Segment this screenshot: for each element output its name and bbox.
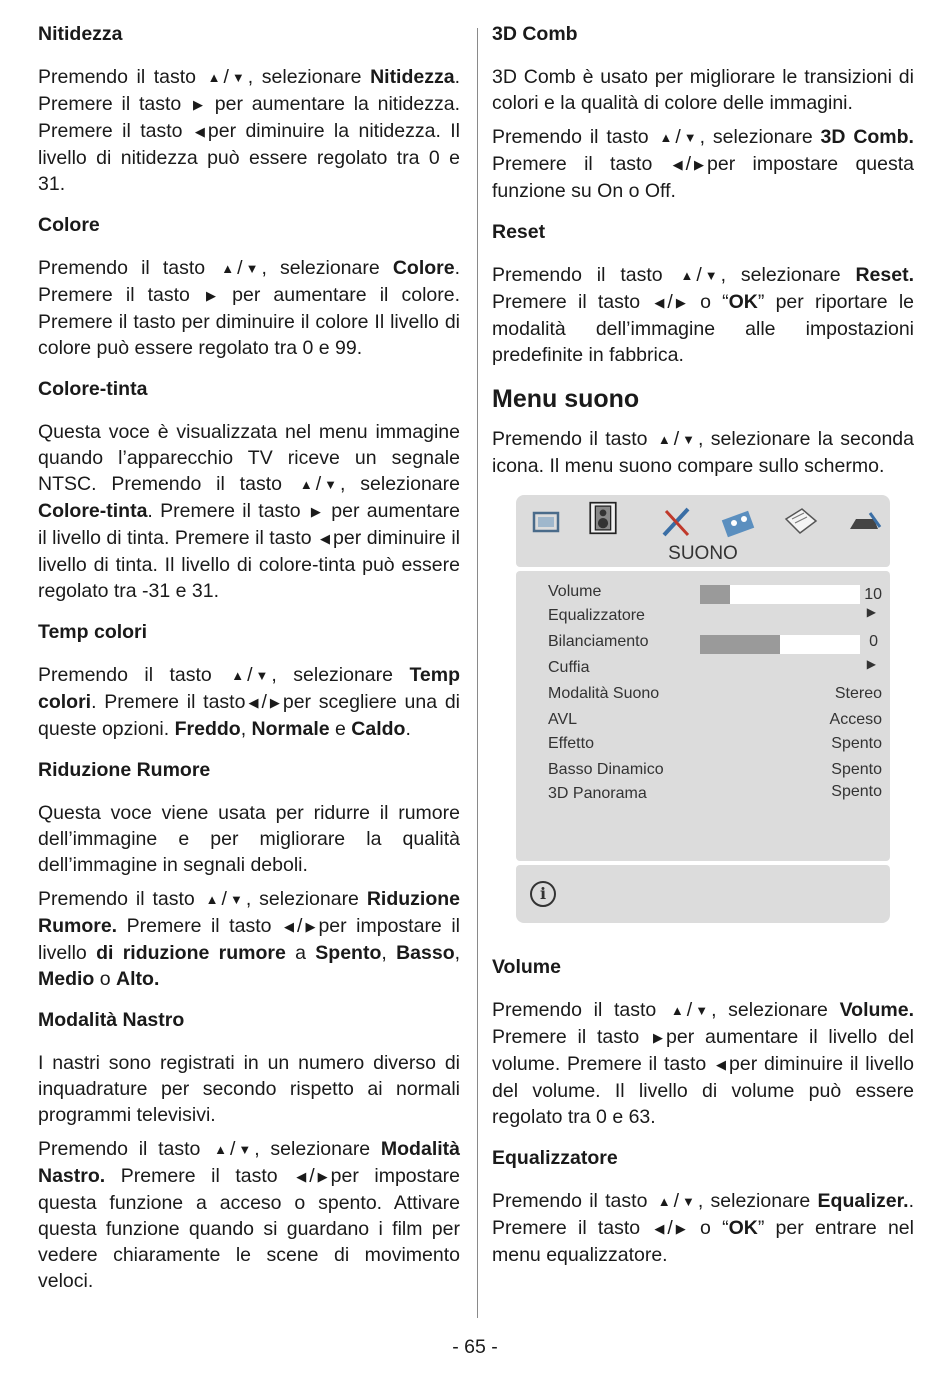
balance-bar[interactable] [700, 635, 860, 654]
right-arrow-icon: ▶ [675, 1221, 686, 1236]
up-arrow-icon: ▲ [207, 70, 221, 85]
up-arrow-icon: ▲ [670, 1003, 684, 1018]
right-arrow-icon: ▶ [310, 504, 321, 519]
down-arrow-icon: ▼ [231, 70, 245, 85]
menu-icon-bar [516, 495, 890, 567]
down-arrow-icon: ▼ [245, 261, 259, 276]
up-arrow-icon: ▲ [221, 261, 235, 276]
balance-bar-fill [700, 635, 780, 654]
paragraph: Premendo il tasto ▲ / ▼ , selezionare Colore. Premere il tasto ▶ per aumentare il colore. Premere il tasto per diminuire il colore Il livello di colore può essere regolato tra 0 e 99. [38, 257, 461, 359]
menu-row-label: AVL [548, 711, 578, 728]
menu-row-3d-panorama[interactable] [548, 785, 882, 807]
menu-row-label: 3D Panorama [548, 785, 647, 802]
menu-row-value: Spento [831, 783, 882, 800]
right-arrow-icon: ▶ [206, 288, 217, 303]
menu-body [516, 571, 890, 861]
menu-row-value: Spento [831, 761, 882, 778]
sound-menu-screenshot [516, 495, 890, 923]
up-arrow-icon: ▲ [214, 1142, 227, 1157]
left-arrow-icon: ◀ [716, 1057, 727, 1072]
right-arrow-icon: ▶ [653, 1030, 664, 1045]
menu-row-bilanciamento[interactable] [548, 633, 882, 655]
paragraph: Premendo il tasto ▲ / ▼ , selezionare Riduzione Rumore. Premere il tasto ◀ / ▶ per impostare il livello di riduzione rumore a Spento, Basso, Medio o Alto. [38, 888, 461, 990]
menu-info-bar [516, 865, 890, 923]
heading-riduzione-rumore: Riduzione Rumore [38, 759, 211, 781]
up-arrow-icon: ▲ [231, 668, 245, 683]
section-3d-comb [492, 20, 914, 204]
down-arrow-icon: ▼ [682, 432, 696, 447]
menu-row-value: 10 [864, 586, 882, 603]
section-temp-colori [38, 618, 460, 742]
paragraph: I nastri sono registrati in un numero diverso di inquadrature per secondo rispetto ai normali programmi televisivi. [38, 1052, 460, 1126]
settings-icon [720, 505, 758, 539]
section-nitidezza [38, 20, 460, 197]
volume-bar-fill [700, 585, 730, 604]
right-column [492, 20, 914, 1282]
down-arrow-icon: ▼ [683, 130, 697, 145]
heading-colore: Colore [38, 214, 100, 236]
paragraph: Premendo il tasto ▲ / ▼ , selezionare Reset. Premere il tasto ◀ / ▶ o “OK” per riportare le modalità dell’immagine alle impostazioni predefinite in fabbrica. [492, 264, 915, 366]
column-divider [477, 28, 478, 1318]
up-arrow-icon: ▲ [657, 432, 671, 447]
paragraph: Premendo il tasto ▲ / ▼ , selezionare la seconda icona. Il menu suono compare sullo schermo. [492, 428, 914, 477]
right-arrow-icon: ▶ [317, 1169, 328, 1184]
page-number: - 65 - [452, 1336, 498, 1358]
down-arrow-icon: ▼ [681, 1194, 695, 1209]
menu-row-equalizzatore[interactable] [548, 607, 882, 629]
paragraph: Premendo il tasto ▲ / ▼ , selezionare Nitidezza. Premere il tasto ▶ per aumentare la nitidezza. Premere il tasto ◀ per diminuire la nitidezza. Il livello di nitidezza può essere regolato tra 0 e 31. [38, 66, 461, 195]
paragraph: 3D Comb è usato per migliorare le transizioni di colori e la qualità di colore delle immagini. [492, 66, 914, 114]
picture-icon [528, 505, 566, 539]
down-arrow-icon: ▼ [255, 668, 269, 683]
left-arrow-icon: ◀ [284, 919, 295, 934]
heading-colore-tinta: Colore-tinta [38, 378, 148, 400]
submenu-arrow-icon: ▶ [866, 657, 876, 671]
book-icon [782, 505, 820, 539]
source-icon [846, 505, 884, 539]
paragraph: Premendo il tasto ▲ / ▼ , selezionare Modalità Nastro. Premere il tasto ◀ / ▶ per impostare questa funzione a acceso o spento. Attivare questa funzione quando si guardano i film per vedere chiaramente le scene di movimento veloci. [38, 1138, 460, 1292]
up-arrow-icon: ▲ [299, 477, 313, 492]
paragraph: Premendo il tasto ▲ / ▼ , selezionare Temp colori. Premere il tasto ◀ / ▶ per scegliere una di queste opzioni. Freddo, Normale e Caldo. [38, 664, 460, 740]
down-arrow-icon: ▼ [704, 268, 718, 283]
menu-row-value: Acceso [829, 711, 882, 728]
right-arrow-icon: ▶ [305, 919, 316, 934]
menu-row-label: Bilanciamento [548, 633, 649, 650]
menu-row-volume[interactable] [548, 583, 882, 605]
section-equalizzatore [492, 1144, 914, 1268]
section-riduzione-rumore [38, 756, 460, 992]
menu-title: SUONO [668, 543, 738, 564]
up-arrow-icon: ▲ [657, 1194, 671, 1209]
paragraph: Premendo il tasto ▲ / ▼ , selezionare Equalizer.. Premere il tasto ◀ / ▶ o “OK” per entrare nel menu equalizzatore. [492, 1190, 914, 1266]
section-modalita-nastro [38, 1006, 460, 1294]
left-arrow-icon: ◀ [654, 295, 665, 310]
menu-row-basso-dinamico[interactable] [548, 761, 882, 783]
down-arrow-icon: ▼ [324, 477, 337, 492]
section-colore-tinta [38, 375, 460, 604]
menu-row-label: Basso Dinamico [548, 761, 664, 778]
right-arrow-icon: ▶ [675, 295, 686, 310]
menu-row-avl[interactable] [548, 711, 882, 733]
tools-icon [658, 505, 696, 539]
section-colore [38, 211, 460, 361]
paragraph: Premendo il tasto ▲ / ▼ , selezionare Volume. Premere il tasto ▶ per aumentare il livello del volume. Premere il tasto ◀ per diminuire il livello del volume. Il livello di volume può essere regolato tra 0 e 63. [492, 999, 915, 1128]
menu-row-modalita-suono[interactable] [548, 685, 882, 707]
paragraph: Questa voce viene usata per ridurre il rumore dell’immagine e per migliorare la qualità dell’immagine in segnali deboli. [38, 802, 460, 876]
menu-row-value: Spento [831, 735, 882, 752]
heading-menu-suono: Menu suono [492, 385, 640, 413]
up-arrow-icon: ▲ [205, 892, 219, 907]
menu-row-label: Equalizzatore [548, 607, 645, 624]
heading-reset: Reset [492, 221, 546, 243]
heading-equalizzatore: Equalizzatore [492, 1147, 618, 1169]
menu-row-label: Cuffia [548, 659, 590, 676]
right-arrow-icon: ▶ [269, 695, 280, 710]
left-arrow-icon: ◀ [320, 531, 331, 546]
down-arrow-icon: ▼ [695, 1003, 709, 1018]
heading-modalita-nastro: Modalità Nastro [38, 1009, 185, 1031]
right-arrow-icon: ▶ [193, 97, 203, 112]
info-icon: i [530, 881, 556, 907]
heading-volume: Volume [492, 956, 561, 978]
left-arrow-icon: ◀ [248, 695, 259, 710]
heading-temp-colori: Temp colori [38, 621, 148, 643]
left-arrow-icon: ◀ [654, 1221, 665, 1236]
volume-bar[interactable] [700, 585, 860, 604]
down-arrow-icon: ▼ [238, 1142, 252, 1157]
menu-row-label: Volume [548, 583, 602, 600]
menu-row-cuffia[interactable] [548, 659, 882, 681]
menu-row-value: Stereo [834, 685, 882, 702]
menu-row-effetto[interactable] [548, 735, 882, 757]
section-volume [492, 953, 914, 1130]
paragraph: Premendo il tasto ▲ / ▼ , selezionare 3D Comb. Premere il tasto ◀ / ▶ per impostare questa funzione su On o Off. [492, 126, 914, 202]
left-arrow-icon: ◀ [672, 157, 683, 172]
up-arrow-icon: ▲ [680, 268, 694, 283]
down-arrow-icon: ▼ [229, 892, 243, 907]
paragraph: Questa voce è visualizzata nel menu immagine quando l’apparecchio TV riceve un segnale NTSC. Premendo il tasto ▲ / ▼ , selezionare Colore-tinta. Premere il tasto ▶ per aumentare il livello di tinta. Premere il tasto ◀ per diminuire il livello di tinta. Il livello di colore-tinta può essere regolato tra -31 e 31. [38, 421, 461, 602]
menu-row-label: Effetto [548, 735, 594, 752]
heading-nitidezza: Nitidezza [38, 23, 123, 45]
left-column [38, 20, 460, 1308]
left-arrow-icon: ◀ [194, 124, 205, 139]
right-arrow-icon: ▶ [694, 157, 705, 172]
speaker-icon [584, 501, 622, 535]
section-reset [492, 218, 914, 368]
heading-3d-comb: 3D Comb [492, 23, 578, 45]
up-arrow-icon: ▲ [659, 130, 673, 145]
menu-row-value: 0 [869, 633, 878, 650]
submenu-arrow-icon: ▶ [866, 605, 876, 619]
menu-row-label: Modalità Suono [548, 685, 660, 702]
left-arrow-icon: ◀ [296, 1169, 307, 1184]
